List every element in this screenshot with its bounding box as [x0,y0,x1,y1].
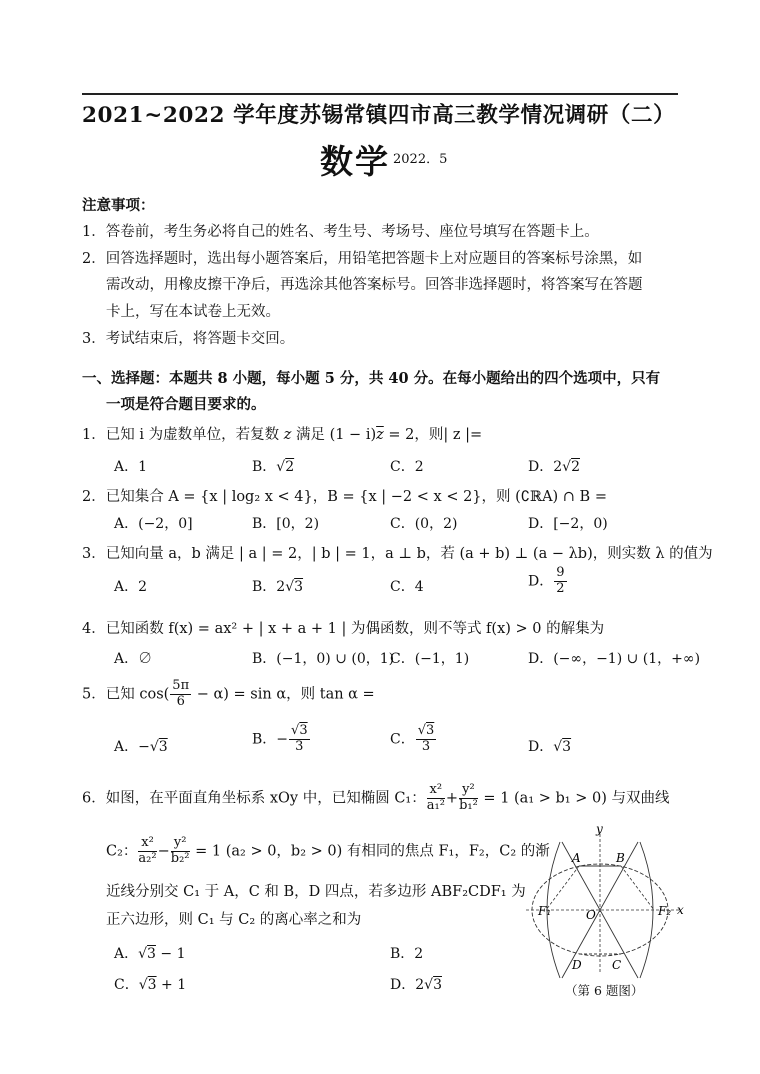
exam-title: 2021~2022 学年度苏锡常镇四市高三教学情况调研（二） [82,103,676,128]
question-6-line2: C₂： $\frac{\text{x²}}{\text{a₂²}}$ − $\frac{\text{y²}}{\text{b₂²}}$ = 1 (a₂ > 0，b₂ > 0) 有相同的焦点 F₁，F₂，C₂ 的渐 [106,835,550,866]
notice-item-3: 3．考试结束后，将答题卡交回。 [82,331,295,347]
q5-option-c: C． $\frac{√3}{3}$ [390,723,435,754]
q2-option-b: B．[0，2) [252,516,320,532]
q2-option-d: D．[−2，0) [528,516,608,532]
q3-option-d: D． $\frac{9}{2}$ [528,565,565,596]
q1-option-c: C．2 [390,459,424,475]
q3-option-a: A．2 [114,579,148,595]
question-6: 6．如图，在平面直角坐标系 xOy 中，已知椭圆 C₁： $\frac{\text{x²}}{\text{a₁²}}$ + $\frac{\text{y²}}{\text{b₁²}}$ = 1 (a₁ > b₁ > 0) 与双曲线 [82,782,670,813]
q5-option-a: A．−√3 [114,739,168,755]
notice-item-2: 2．回答选择题时，选出每小题答案后，用铅笔把答题卡上对应题目的答案标号涂黑，如 [82,251,643,267]
q6-option-a: A．√3 − 1 [114,946,186,962]
figure-caption: （第 6 题图） [565,983,644,998]
notice-heading: 注意事项： [82,197,155,214]
notice-item-1: 1．答卷前，考生务必将自己的姓名、考生号、考场号、座位号填写在答题卡上。 [82,224,599,240]
q2-option-c: C．(0，2) [390,516,458,532]
q5-option-b: B．− $\frac{√3}{3}$ [252,723,308,754]
question-6-line4: 正六边形，则 C₁ 与 C₂ 的离心率之和为 [106,912,362,928]
question-6-line3: 近线分别交 C₁ 于 A，C 和 B，D 四点，若多边形 ABF₂CDF₁ 为 [106,884,526,900]
q4-option-d: D．(−∞，−1) ∪ (1，+∞) [528,651,701,667]
q2-option-a: A．(−2，0] [114,516,193,532]
q6-option-b: B．2 [390,946,424,962]
q4-option-a: A．∅ [114,651,153,667]
question-5: 5．已知 cos( $\frac{5\pi}{6}$ − α) = sin α，则 tan α = [82,678,375,709]
q1-option-a: A．1 [114,459,148,475]
q4-option-b: B．(−1，0) ∪ (0，1) [252,651,395,667]
q6-option-c: C．√3 + 1 [114,977,187,993]
q3-option-b: B．2√3 [252,579,304,595]
exam-date: 2022．5 [393,152,448,167]
label-y: y [596,822,603,836]
subject-title: 数学 [320,142,390,181]
q4-option-c: C．(−1，1) [390,651,470,667]
q5-option-d: D．√3 [528,739,572,755]
q1-option-b: B．√2 [252,459,295,475]
label-c: C [612,958,622,972]
label-f2: F₂ [658,904,672,918]
section-heading-cont: 一项是符合题目要求的。 [106,396,266,413]
label-f1: F₁ [538,904,552,918]
label-o: O [586,908,596,922]
question-4: 4．已知函数 f(x) = ax² + | x + a + 1 | 为偶函数，则不等式 f(x) > 0 的解集为 [82,621,605,637]
question-1: 1．已知 i 为虚数单位，若复数 z 满足 $(1 - i)\overline{z} = 2$，则| z |= [82,427,483,443]
q6-figure [520,822,690,980]
label-a: A [572,851,581,865]
label-x: x [677,903,684,917]
notice-item-2-end: 卡上，写在本试卷上无效。 [106,304,280,320]
q1-option-d: D．2√2 [528,459,580,475]
question-2: 2．已知集合 A = {x | log₂ x < 4}，B = {x | −2 < x < 2}，则 (∁ℝA) ∩ B = [82,489,607,505]
label-d: D [572,958,582,972]
q6-option-d: D．2√3 [390,977,442,993]
header-rule [82,93,678,95]
section-heading: 一、选择题：本题共 8 小题，每小题 5 分，共 40 分。在每小题给出的四个选项中，只有 [82,370,661,387]
label-b: B [616,851,625,865]
question-3: 3．已知向量 a，b 满足 | a | = 2，| b | = 1，a ⊥ b，若 (a + b) ⊥ (a − λb)，则实数 λ 的值为 [82,546,713,562]
q3-option-c: C．4 [390,579,424,595]
notice-item-2-cont: 需改动，用橡皮擦干净后，再选涂其他答案标号。回答非选择题时，将答案写在答题 [106,277,643,293]
